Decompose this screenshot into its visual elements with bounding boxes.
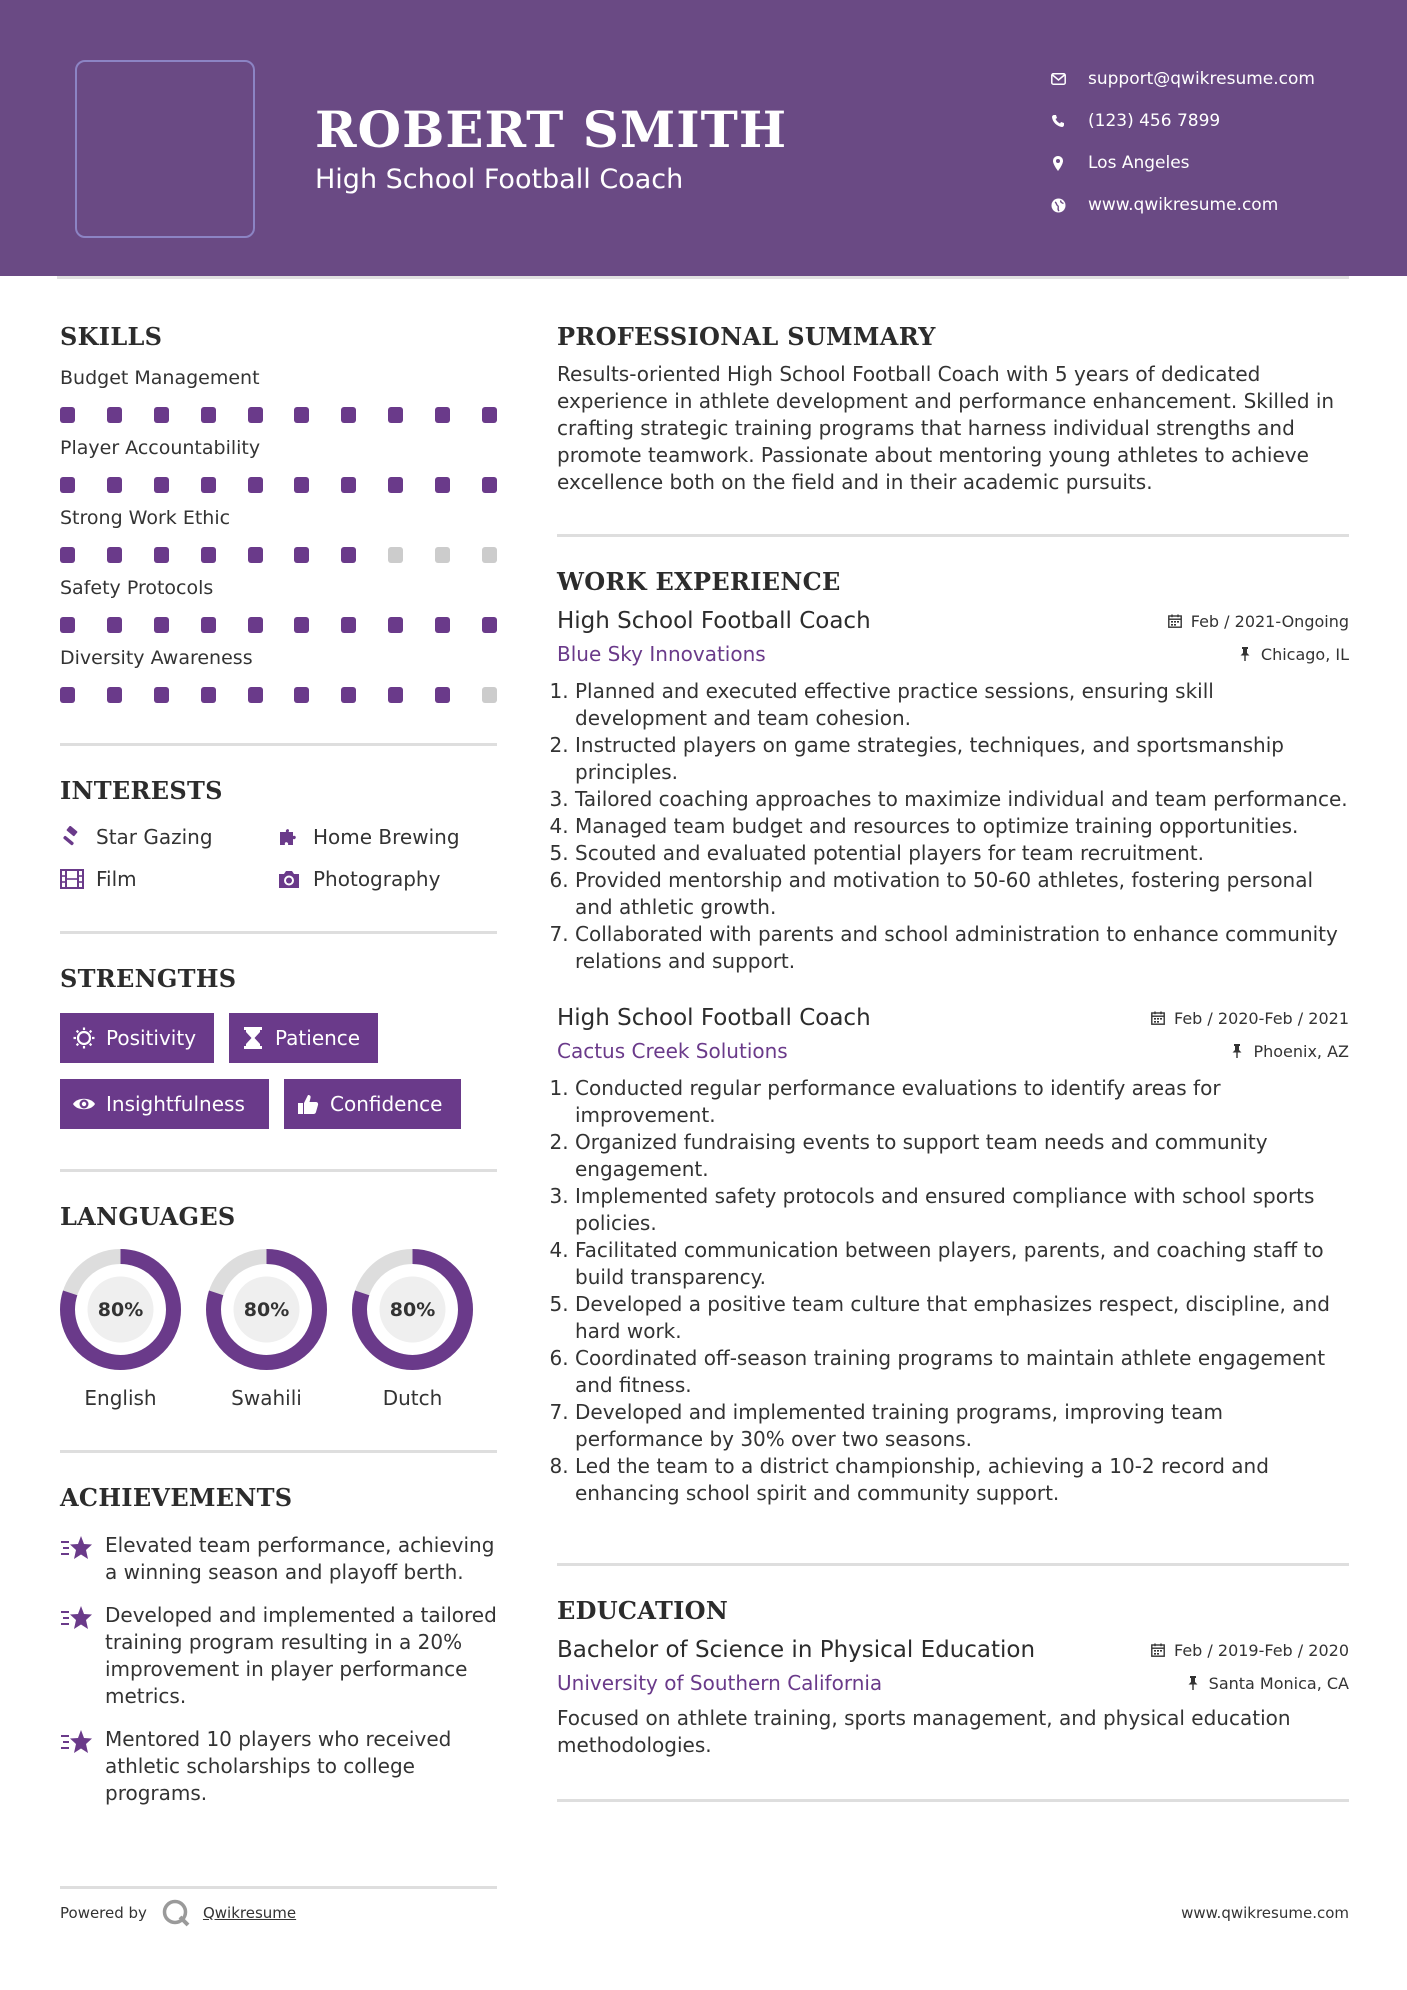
duty-item: 3. Implemented safety protocols and ensured compliance with school sports policies. [575,1183,1349,1237]
summary-text: Results-oriented High School Football Coach with 5 years of dedicated experience in athlete development and performance enhancement. Skilled in crafting strategic training programs that harness individual strengths and promote teamwork. Passionate about mentoring young athletes to achieve excellence both on the field and in their academic pursuits. [557,362,1335,494]
company-name: Cactus Creek Solutions [557,1039,788,1063]
job-location: Phoenix, AZ [1229,1042,1349,1061]
rating-dot-filled [107,547,122,563]
film-icon [60,868,84,890]
education-location: Santa Monica, CA [1185,1674,1349,1693]
skill-label: Diversity Awareness [60,647,253,669]
skills-title: SKILLS [60,322,163,351]
skills-list [60,365,497,703]
interest-label: Star Gazing [96,825,213,849]
language-label: Dutch [382,1386,443,1410]
footer-website[interactable]: www.qwikresume.com [1181,1904,1349,1922]
rating-dot-filled [154,477,169,493]
job-title: High School Football Coach [557,1005,871,1031]
map-marker-icon [1050,155,1066,171]
contact-location [1050,142,1390,184]
rating-dot-filled [341,617,356,633]
rating-dot-filled [107,617,122,633]
puzzle-icon [277,826,301,848]
achievement-text: Developed and implemented a tailored training program resulting in a 20% improvement in player performance metrics. [105,1603,497,1708]
pushpin-icon [1237,646,1253,662]
jobs-list [557,608,1349,1507]
rating-dot-filled [341,407,356,423]
strength-chip [60,1079,269,1129]
calendar-icon [1150,1642,1166,1658]
rating-dot-filled [248,547,263,563]
duty-item: 2. Organized fundraising events to support team needs and community engagement. [575,1129,1349,1183]
rating-dot-filled [294,407,309,423]
rating-dot-filled [60,687,75,703]
skill-rating [60,547,497,563]
summary-title: PROFESSIONAL SUMMARY [557,322,936,351]
strengths-list [60,1013,497,1129]
duty-item: 6. Provided mentorship and motivation to 50-60 athletes, fostering personal and athletic growth. [575,867,1349,921]
eye-icon [72,1092,96,1116]
job-location: Chicago, IL [1237,645,1349,664]
strength-chip [229,1013,378,1063]
rating-dot-filled [201,547,216,563]
interests-section [60,776,497,891]
interest-item [277,825,497,849]
achievements-title: ACHIEVEMENTS [60,1483,293,1512]
strength-label: Positivity [106,1026,197,1050]
skill-item [60,575,497,633]
skill-label: Player Accountability [60,437,261,459]
rating-dot-filled [154,687,169,703]
qwikresume-logo-icon [161,1898,191,1928]
profile-photo-placeholder [75,60,255,238]
language-percent: 80% [97,1299,144,1321]
rating-dot-filled [154,547,169,563]
rating-dot-filled [107,477,122,493]
achievement-item [60,1726,497,1807]
skill-label: Safety Protocols [60,577,214,599]
phone-icon [1050,113,1066,129]
rating-dot-filled [154,617,169,633]
rating-dot-filled [388,477,403,493]
language-donut [60,1249,181,1370]
interests-list [60,825,497,891]
education-date: Feb / 2019-Feb / 2020 [1150,1641,1349,1660]
skill-item [60,365,497,423]
rating-dot-filled [248,407,263,423]
interest-item [60,867,277,891]
experience-title: WORK EXPERIENCE [557,567,841,596]
rating-dot-filled [60,547,75,563]
skill-rating [60,477,497,493]
achievement-item [60,1532,497,1586]
rating-dot-filled [482,407,497,423]
job-item [557,608,1349,975]
rating-dot-filled [435,617,450,633]
sun-icon [72,1026,96,1050]
rating-dot-filled [388,407,403,423]
skill-rating [60,407,497,423]
duty-item: 2. Instructed players on game strategies, techniques, and sportsmanship principles. [575,732,1349,786]
rating-dot-filled [201,477,216,493]
rating-dot-empty [482,687,497,703]
strength-label: Patience [275,1026,361,1050]
camera-icon [277,868,301,890]
job-title: High School Football Coach [557,608,871,634]
interest-label: Home Brewing [313,825,460,849]
contact-info [1050,58,1390,226]
skills-section [60,322,497,703]
duty-item: 3. Tailored coaching approaches to maximize individual and team performance. [575,786,1349,813]
shooting-star-icon [60,1604,94,1632]
brand-link[interactable]: Qwikresume [202,1904,297,1922]
skill-label: Strong Work Ethic [60,507,231,529]
hourglass-icon [241,1026,265,1050]
language-item [352,1249,473,1410]
achievements-list [60,1532,497,1807]
footer-divider [60,1886,497,1889]
rating-dot-filled [388,617,403,633]
footer-powered-by [60,1898,296,1928]
duty-item: 4. Facilitated communication between players, parents, and coaching staff to build transparency. [575,1237,1349,1291]
strengths-section [60,964,497,1129]
skill-item [60,435,497,493]
left-column [60,322,497,1807]
rating-dot-filled [482,617,497,633]
strength-label: Insightfulness [106,1092,245,1116]
strength-chip [284,1079,461,1129]
duties-list [557,1075,1349,1507]
rating-dot-filled [435,687,450,703]
rating-dot-filled [201,617,216,633]
strength-label: Confidence [330,1092,443,1116]
rating-dot-filled [107,687,122,703]
rating-dot-filled [60,617,75,633]
language-donut [352,1249,473,1370]
pushpin-icon [1185,1675,1201,1691]
duty-item: 4. Managed team budget and resources to optimize training opportunities. [575,813,1349,840]
interest-label: Photography [313,867,441,891]
rating-dot-filled [388,687,403,703]
rating-dot-filled [482,477,497,493]
contact-website[interactable] [1050,184,1390,226]
achievement-text: Elevated team performance, achieving a winning season and playoff berth. [105,1533,495,1584]
language-donut [206,1249,327,1370]
duty-item: 5. Scouted and evaluated potential players for team recruitment. [575,840,1349,867]
section-divider [557,1799,1349,1802]
education-description: Focused on athlete training, sports management, and physical education methodologies. [557,1706,1291,1757]
rating-dot-filled [248,617,263,633]
language-percent: 80% [389,1299,436,1321]
duty-item: 8. Led the team to a district championship, achieving a 10-2 record and enhancing school spirit and community support. [575,1453,1349,1507]
language-percent: 80% [243,1299,290,1321]
skill-rating [60,617,497,633]
rating-dot-filled [60,407,75,423]
rating-dot-filled [248,687,263,703]
language-item [206,1249,327,1410]
skill-item [60,505,497,563]
rating-dot-filled [294,687,309,703]
skill-item [60,645,497,703]
achievements-section [60,1483,497,1807]
strength-chip [60,1013,214,1063]
resume-header [0,0,1407,276]
duty-item: 1. Conducted regular performance evaluations to identify areas for improvement. [575,1075,1349,1129]
language-label: Swahili [231,1386,302,1410]
shooting-star-icon [60,1728,94,1756]
rating-dot-empty [388,547,403,563]
rating-dot-filled [435,477,450,493]
education-title: EDUCATION [557,1596,729,1625]
header-divider [57,276,1349,279]
achievement-item [60,1602,497,1710]
contact-email[interactable] [1050,58,1390,100]
language-item [60,1249,181,1410]
job-date: Feb / 2021-Ongoing [1167,612,1349,631]
shooting-star-icon [60,1534,94,1562]
summary-section [557,322,1349,496]
duty-item: 7. Developed and implemented training programs, improving team performance by 30% over two seasons. [575,1399,1349,1453]
candidate-title: High School Football Coach [315,164,684,195]
contact-phone[interactable] [1050,100,1390,142]
rating-dot-filled [341,547,356,563]
contact-phone-text: (123) 456 7899 [1088,111,1221,131]
pushpin-icon [1229,1043,1245,1059]
experience-section [557,567,1349,1507]
company-name: Blue Sky Innovations [557,642,766,666]
rating-dot-filled [294,477,309,493]
interest-label: Film [96,867,137,891]
rating-dot-empty [435,547,450,563]
skill-rating [60,687,497,703]
duties-list [557,678,1349,975]
degree-title: Bachelor of Science in Physical Education [557,1637,1036,1663]
rating-dot-filled [154,407,169,423]
rating-dot-filled [294,547,309,563]
candidate-name: ROBERT SMITH [315,100,788,159]
duty-item: 5. Developed a positive team culture that emphasizes respect, discipline, and hard work. [575,1291,1349,1345]
rating-dot-empty [482,547,497,563]
school-name: University of Southern California [557,1671,883,1695]
education-section [557,1596,1349,1759]
rating-dot-filled [201,407,216,423]
job-item [557,1005,1349,1507]
languages-section [60,1202,497,1410]
rating-dot-filled [294,617,309,633]
gavel-icon [60,826,84,848]
calendar-icon [1167,613,1183,629]
rating-dot-filled [341,477,356,493]
globe-icon [1050,197,1066,213]
envelope-icon [1050,71,1066,87]
right-column [557,322,1349,1802]
interests-title: INTERESTS [60,776,223,805]
language-label: English [84,1386,157,1410]
rating-dot-filled [341,687,356,703]
contact-email-text: support@qwikresume.com [1088,69,1315,89]
languages-list [60,1249,497,1410]
interest-item [277,867,497,891]
powered-by-text: Powered by [60,1904,147,1922]
interest-item [60,825,277,849]
rating-dot-filled [248,477,263,493]
rating-dot-filled [201,687,216,703]
education-item [557,1637,1349,1759]
rating-dot-filled [60,477,75,493]
skill-label: Budget Management [60,367,260,389]
duty-item: 6. Coordinated off-season training programs to maintain athlete engagement and fitness. [575,1345,1349,1399]
languages-title: LANGUAGES [60,1202,236,1231]
rating-dot-filled [435,407,450,423]
contact-website-text: www.qwikresume.com [1088,195,1279,215]
duty-item: 1. Planned and executed effective practice sessions, ensuring skill development and team cohesion. [575,678,1349,732]
strengths-title: STRENGTHS [60,964,237,993]
calendar-icon [1150,1010,1166,1026]
job-date: Feb / 2020-Feb / 2021 [1150,1009,1349,1028]
thumbs-up-icon [296,1092,320,1116]
duty-item: 7. Collaborated with parents and school administration to enhance community relations and support. [575,921,1349,975]
achievement-text: Mentored 10 players who received athletic scholarships to college programs. [105,1727,452,1805]
contact-location-text: Los Angeles [1088,153,1190,173]
rating-dot-filled [107,407,122,423]
